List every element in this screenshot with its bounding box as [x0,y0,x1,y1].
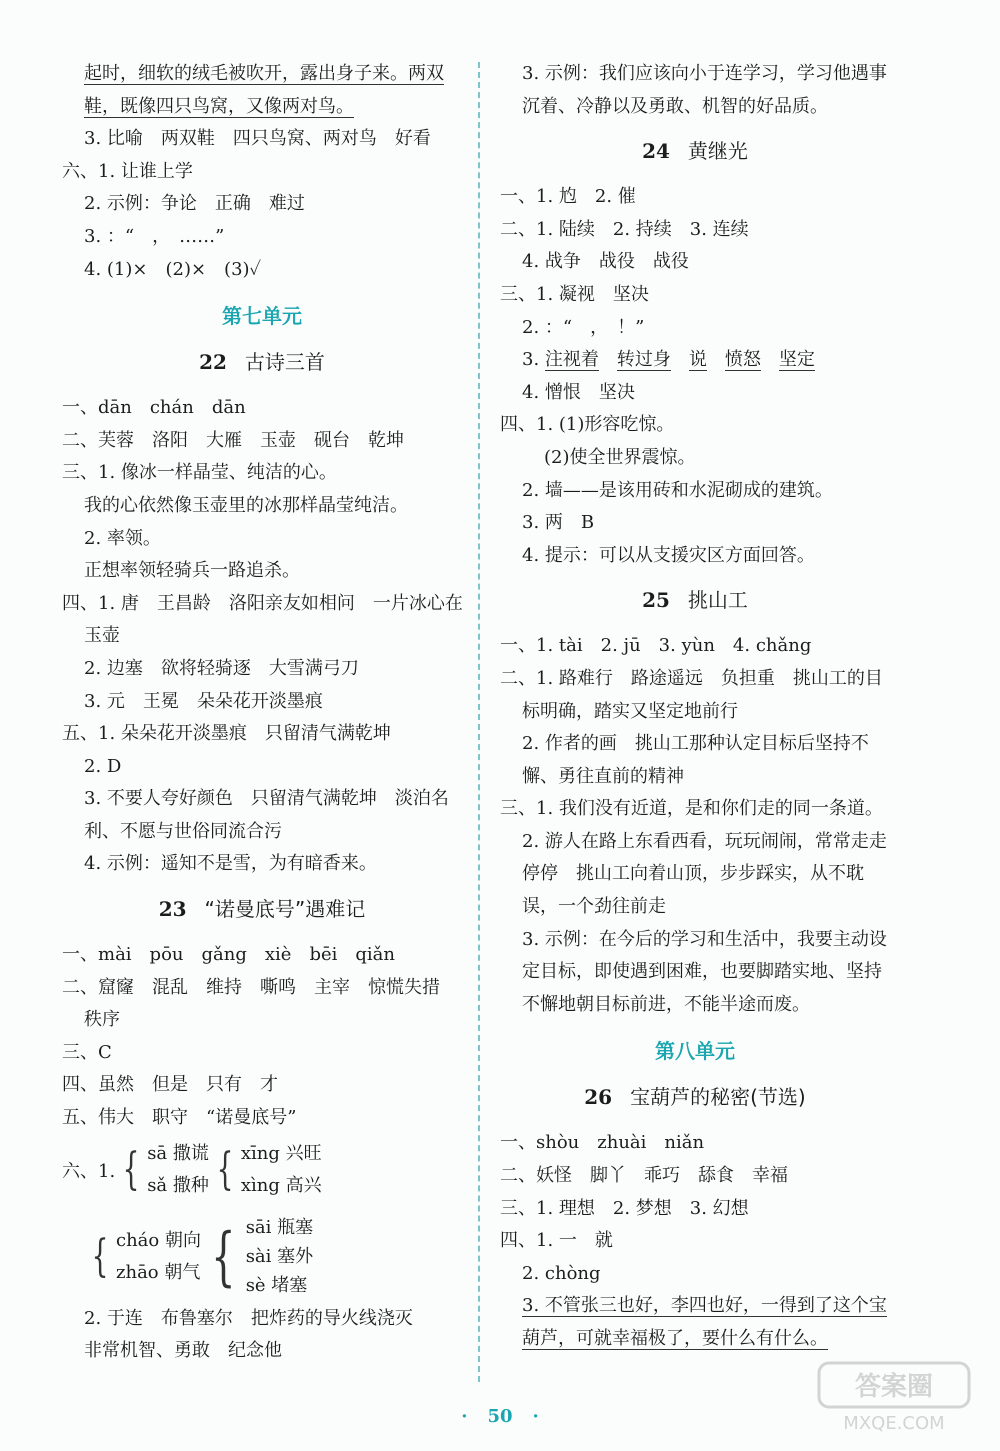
unit-heading-7: 第七单元 [222,304,302,329]
text-line: 4. 战争 战役 战役 [522,251,689,273]
text-line: 二、1. 路难行 路途遥远 负担重 挑山工的目 [500,667,883,689]
text-line: 2. 率领。 [84,527,161,549]
text-line: 三、C [62,1041,112,1063]
text-line: 非常机智、勇敢 纪念他 [84,1340,282,1362]
brace-icon: { [211,1219,236,1294]
text-line: 一、1. tài 2. jū 3. yùn 4. chǎng [500,635,812,657]
watermark-logo-icon [815,1357,975,1437]
left-column [62,58,462,1368]
text-line: 3. 示例：在今后的学习和生活中，我要主动设 [522,928,887,950]
text-line: 停停 挑山工向着山顶，步步踩实，从不耽 [522,863,864,885]
text-line: 六、1. 让谁上学 [62,160,193,182]
lesson-title-25: 25 挑山工 [642,588,748,613]
brace-icon: { [91,1230,109,1282]
svg-text:答案圈: 答案圈 [854,1372,934,1402]
text-line: 2. ：“ ， ！” [522,316,645,338]
text-line: 鞋，既像四只鸟窝，又像两对鸟。 [84,95,354,117]
text-line: 一、mài pōu gǎng xiè bēi qiǎn [62,944,395,966]
text-line: 我的心依然像玉壶里的冰那样晶莹纯洁。 [84,494,408,516]
text-line: 二、1. 陆续 2. 持续 3. 连续 [500,218,749,240]
text-line: 懈、勇往直前的精神 [522,765,684,787]
text-line: 利、不愿与世俗同流合污 [84,820,282,842]
text-line: 四、1. 一 就 [500,1230,613,1252]
lesson-title-22: 22 古诗三首 [199,350,325,375]
text-line: 三、1. 我们没有近道，是和你们走的同一条道。 [500,798,883,820]
text-line: 一、1. 尥 2. 催 [500,186,636,208]
text-line: 四、虽然 但是 只有 才 [62,1074,278,1096]
text-line: 3. 比喻 两双鞋 四只鸟窝、两对鸟 好看 [84,128,431,150]
text-line: 起时，细软的绒毛被吹开，露出身子来。两双 [84,63,444,84]
page-number: · 50 · [461,1406,539,1427]
text-line: 2. 游人在路上东看西看，玩玩闹闹，常常走走 [522,830,887,852]
text-line: 2. 示例：争论 正确 难过 [84,193,305,215]
right-column [500,58,890,1356]
text-line: 三、1. 像冰一样晶莹、纯洁的心。 [62,462,337,484]
text-line: 沉着、冷静以及勇敢、机智的好品质。 [522,95,828,117]
text-line: 4. (1)× (2)× (3)✓ [84,258,262,280]
brace-icon: { [122,1143,140,1195]
text-line: 二、芙蓉 洛阳 大雁 玉壶 砚台 乾坤 [62,429,404,451]
text-line: 2. 墙——是该用砖和水泥砌成的建筑。 [522,479,833,501]
text-line: 4. 提示：可以从支援灾区方面回答。 [522,544,815,566]
text-line: 2. 边塞 欲将轻骑逐 大雪满弓刀 [84,657,359,679]
text-line: 2. 作者的画 挑山工那种认定目标后坚持不 [522,733,869,755]
text-line: 3. 元 王冕 朵朵花开淡墨痕 [84,690,323,712]
unit-heading-8: 第八单元 [655,1039,735,1064]
text-line: 秩序 [84,1009,120,1031]
lesson-title-23: 23 “诺曼底号”遇难记 [158,897,366,922]
polyphone-group-1: 六、1. { sā 撒谎 sǎ 撒种 { xīng 兴旺 xìng 高兴 [62,1135,462,1205]
text-line: 3. 不管张三也好，李四也好，一得到了这个宝 [522,1295,887,1317]
text-line: 2. chòng [522,1262,601,1284]
text-line: 五、1. 朵朵花开淡墨痕 只留清气满乾坤 [62,723,391,745]
text-line: 玉壶 [84,625,120,647]
text-line: 二、妖怪 脚丫 乖巧 舔食 幸福 [500,1165,788,1187]
polyphone-group-2: { cháo 朝向 zhāo 朝气 { sāi 瓶塞 sài 塞外 sè 堵塞 [91,1217,314,1297]
text-line: 3. 不要人夸好颜色 只留清气满乾坤 淡泊名 [84,788,449,810]
text-line: 五、伟大 职守 “诺曼底号” [62,1107,297,1129]
svg-text:MXQE.COM: MXQE.COM [843,1413,945,1434]
text-line: 定目标，即使遇到困难，也要脚踏实地、坚持 [522,961,882,983]
text-line: 一、dān chán dān [62,397,246,419]
text-line: 3. 示例：我们应该向小于连学习，学习他遇事 [522,63,887,84]
text-line: 二、窟窿 混乱 维持 嘶鸣 主宰 惊慌失措 [62,976,440,998]
text-line: 4. 憎恨 坚决 [522,381,635,403]
text-line: (2)使全世界震惊。 [544,446,696,468]
text-line: 葫芦，可就幸福极了，要什么有什么。 [522,1328,828,1349]
text-line: 正想率领轻骑兵一路追杀。 [84,560,300,582]
text-line: 误，一个劲往前走 [522,896,666,918]
column-divider [478,62,480,1382]
brace-icon: { [216,1143,234,1195]
text-line: 不懈地朝目标前进，不能半途而废。 [522,993,810,1015]
text-line: 三、1. 凝视 坚决 [500,283,649,305]
text-line: 标明确，踏实又坚定地前行 [522,700,738,722]
lesson-title-24: 24 黄继光 [642,139,748,164]
text-line: 四、1. (1)形容吃惊。 [500,414,675,436]
lesson-title-26: 26 宝葫芦的秘密(节选) [584,1085,806,1110]
text-line: 四、1. 唐 王昌龄 洛阳亲友如相问 一片冰心在 [62,592,463,614]
text-line: 三、1. 理想 2. 梦想 3. 幻想 [500,1197,749,1219]
text-line: 2. D [84,755,122,777]
text-line: 4. 示例：遥知不是雪，为有暗香来。 [84,853,377,875]
text-line: 一、shòu zhuài niǎn [500,1132,705,1154]
text-line: 3. ：“ ， ……” [84,225,225,247]
text-line: 2. 于连 布鲁塞尔 把炸药的导火线浇灭 [84,1307,413,1329]
text-line: 3. 注视着 转过身 说 愤怒 坚定 [522,349,815,371]
text-line: 3. 两 B [522,512,595,534]
